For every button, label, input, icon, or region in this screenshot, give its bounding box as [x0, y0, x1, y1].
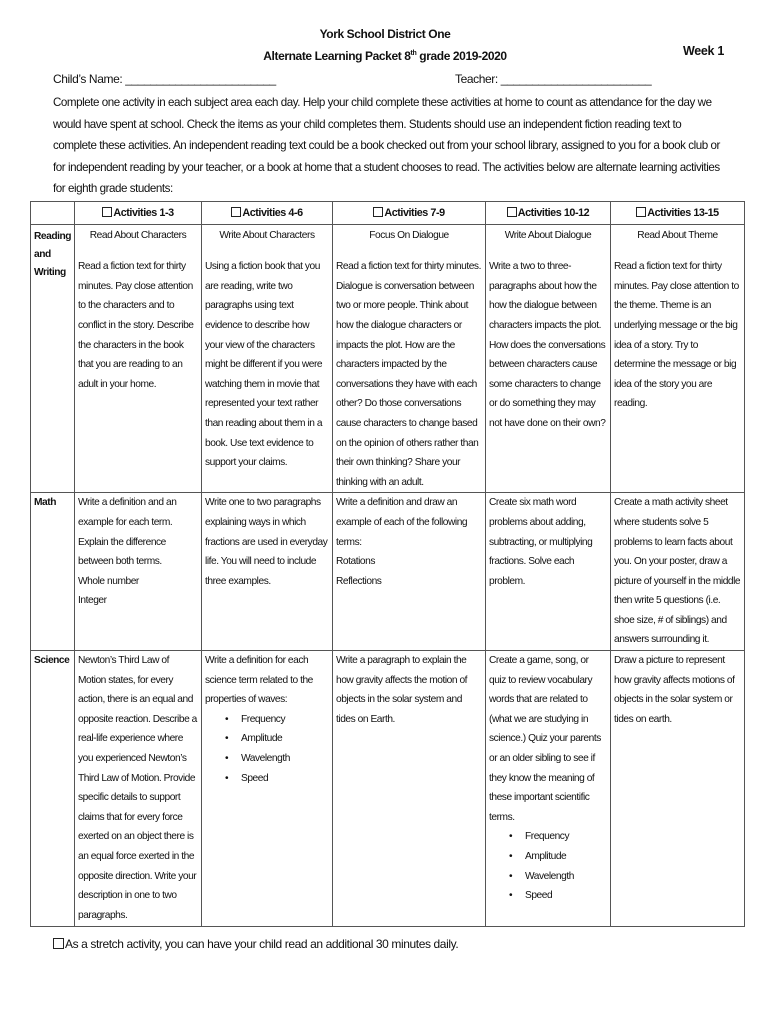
cell-text: Write a definition and draw an example of each of the following terms:: [336, 497, 468, 548]
checkbox-icon[interactable]: [102, 207, 112, 217]
checkbox-icon[interactable]: [231, 207, 241, 217]
list-item: • Amplitude: [241, 729, 329, 749]
week-label: Week 1: [682, 44, 724, 58]
column-header[interactable]: [333, 202, 486, 225]
table-cell: Create a math activity sheet where students solve 5 problems to learn facts about you. On your poster, draw a picture of yourself in the middle then write 5 questions (i.e. shoe size, # of siblings) and answers surrounding it.: [611, 493, 745, 651]
term: Rotations: [336, 556, 375, 568]
column-header-label: Activities 7-9: [384, 207, 445, 219]
cell-text: Create a game, song, or quiz to review vocabulary words that are related to (what we are studying in science.) Quiz your parents or an older sibling to see if they know the meaning of these important scientific terms.: [489, 655, 601, 823]
packet-title-main: Alternate Learning Packet 8: [263, 49, 411, 63]
table-cell: Write one to two paragraphs explaining ways in which fractions are used in everyday life. You will need to include three examples.: [202, 493, 333, 651]
table-cell: Draw a picture to represent how gravity affects motions of objects in the solar system or tides on earth.: [611, 651, 745, 927]
table-cell: Create six math word problems about adding, subtracting, or multiplying fractions. Solve each problem.: [486, 493, 611, 651]
table-cell: [75, 224, 202, 493]
table-cell: [486, 224, 611, 493]
cell-text: Write a definition and an example for each term. Explain the difference between both terms.: [78, 497, 177, 568]
cell-text: Read a fiction text for thirty minutes. Dialogue is conversation between two or more people. Think about how the dialogue characters or impacts the plot. How are the characters impacted by the conversations they have with each other? Do those conversations cause characters to change based on the opinion of others rather than their own thinking? Share your thinking with an adult.: [336, 261, 481, 488]
term: Reflections: [336, 575, 382, 587]
packet-title-sup: th: [410, 50, 417, 57]
activities-table: [30, 201, 745, 927]
table-header-row: [31, 202, 745, 225]
stretch-text: As a stretch activity, you can have your child read an additional 30 minutes daily.: [65, 937, 459, 951]
column-header[interactable]: [202, 202, 333, 225]
cell-subtitle: Focus On Dialogue: [369, 229, 449, 241]
column-header-label: Activities 10-12: [517, 207, 590, 219]
cell-subtitle: Write About Dialogue: [504, 229, 592, 241]
reading-row: [31, 224, 745, 493]
column-header[interactable]: [611, 202, 745, 225]
checkbox-icon[interactable]: [53, 938, 64, 949]
cell-text: Write a two to three-paragraphs about how the how the dialogue between characters impacts the plot. How does the conversations between characters cause some characters to change or do something they may not have done on their own?: [489, 261, 606, 429]
table-cell: [202, 224, 333, 493]
list-item: • Amplitude: [525, 847, 607, 867]
table-cell: [333, 224, 486, 493]
wave-terms-list: [205, 710, 329, 788]
checkbox-icon[interactable]: [636, 207, 646, 217]
packet-title: [0, 49, 770, 63]
cell-text: Write a definition for each science term related to the properties of waves:: [205, 655, 313, 706]
corner-cell: [31, 202, 75, 225]
checkbox-icon[interactable]: [373, 207, 383, 217]
list-item: • Wavelength: [241, 749, 329, 769]
row-label-math: Math: [31, 493, 75, 651]
instructions-paragraph: Complete one activity in each subject area each day. Help your child complete these activities at home to count as attendance for the day we would have spent at school. Check the items as your child completes them. Students should use an independent fiction reading text to complete these activities. An independent reading text could be a book checked out from your school library, assigned to you for a book club or for independent reading by your teacher, or a book at home that a student chooses to read. The activities below are alternate learning activities for eighth grade students:: [53, 96, 720, 196]
teacher-field[interactable]: Teacher: ________________________: [455, 72, 652, 86]
cell-subtitle: Read About Characters: [89, 229, 187, 241]
term: Whole number: [78, 575, 139, 587]
cell-text: Using a fiction book that you are reading, write two paragraphs using text evidence to describe how your view of the characters might be different if you were watching them in movie that represented your text rather than reading about them in a book. Use text evidence to support your claims.: [205, 261, 323, 469]
table-cell: [202, 651, 333, 927]
row-label-science: Science: [31, 651, 75, 927]
table-cell: Newton’s Third Law of Motion states, for every action, there is an equal and opposite reaction. Describe a real-life experience where you experienced Newton’s Third Law of Motion. Provide specific details to support claims that for every force exerted on an object there is an equal force exerted in the opposite direction. Write your description in one to two paragraphs.: [75, 651, 202, 927]
list-item: • Wavelength: [525, 867, 607, 887]
science-row: [31, 651, 745, 927]
child-name-field[interactable]: Child’s Name: ________________________: [53, 72, 276, 86]
packet-title-tail: grade 2019-2020: [416, 49, 507, 63]
column-header[interactable]: [486, 202, 611, 225]
column-header-label: Activities 1-3: [113, 207, 174, 219]
list-item: • Speed: [241, 769, 329, 789]
list-item: • Frequency: [525, 827, 607, 847]
math-row: [31, 493, 745, 651]
vocab-terms-list: [489, 827, 607, 905]
cell-text: Read a fiction text for thirty minutes. Pay close attention to the theme. Theme is an underlying message or the big idea of a story. Try to determine the message or big idea of the story you are reading.: [614, 261, 739, 410]
term: Integer: [78, 595, 107, 607]
table-cell: [611, 224, 745, 493]
cell-subtitle: Write About Characters: [219, 229, 315, 241]
column-header[interactable]: [75, 202, 202, 225]
table-cell: [333, 493, 486, 651]
table-cell: [75, 493, 202, 651]
list-item: • Frequency: [241, 710, 329, 730]
stretch-activity[interactable]: [53, 937, 458, 951]
table-cell: Write a paragraph to explain the how gravity affects the motion of objects in the solar system and tides on Earth.: [333, 651, 486, 927]
column-header-label: Activities 4-6: [242, 207, 303, 219]
list-item: • Speed: [525, 886, 607, 906]
table-cell: [486, 651, 611, 927]
column-header-label: Activities 13-15: [647, 207, 719, 219]
cell-subtitle: Read About Theme: [637, 229, 718, 241]
district-title: York School District One: [319, 27, 451, 41]
cell-text: Read a fiction text for thirty minutes. Pay close attention to the characters and to conflict in the story. Describe the characters in the book that you are reading to an adult in your home.: [78, 261, 194, 390]
checkbox-icon[interactable]: [507, 207, 517, 217]
row-label-reading: Reading and Writing: [31, 224, 75, 493]
